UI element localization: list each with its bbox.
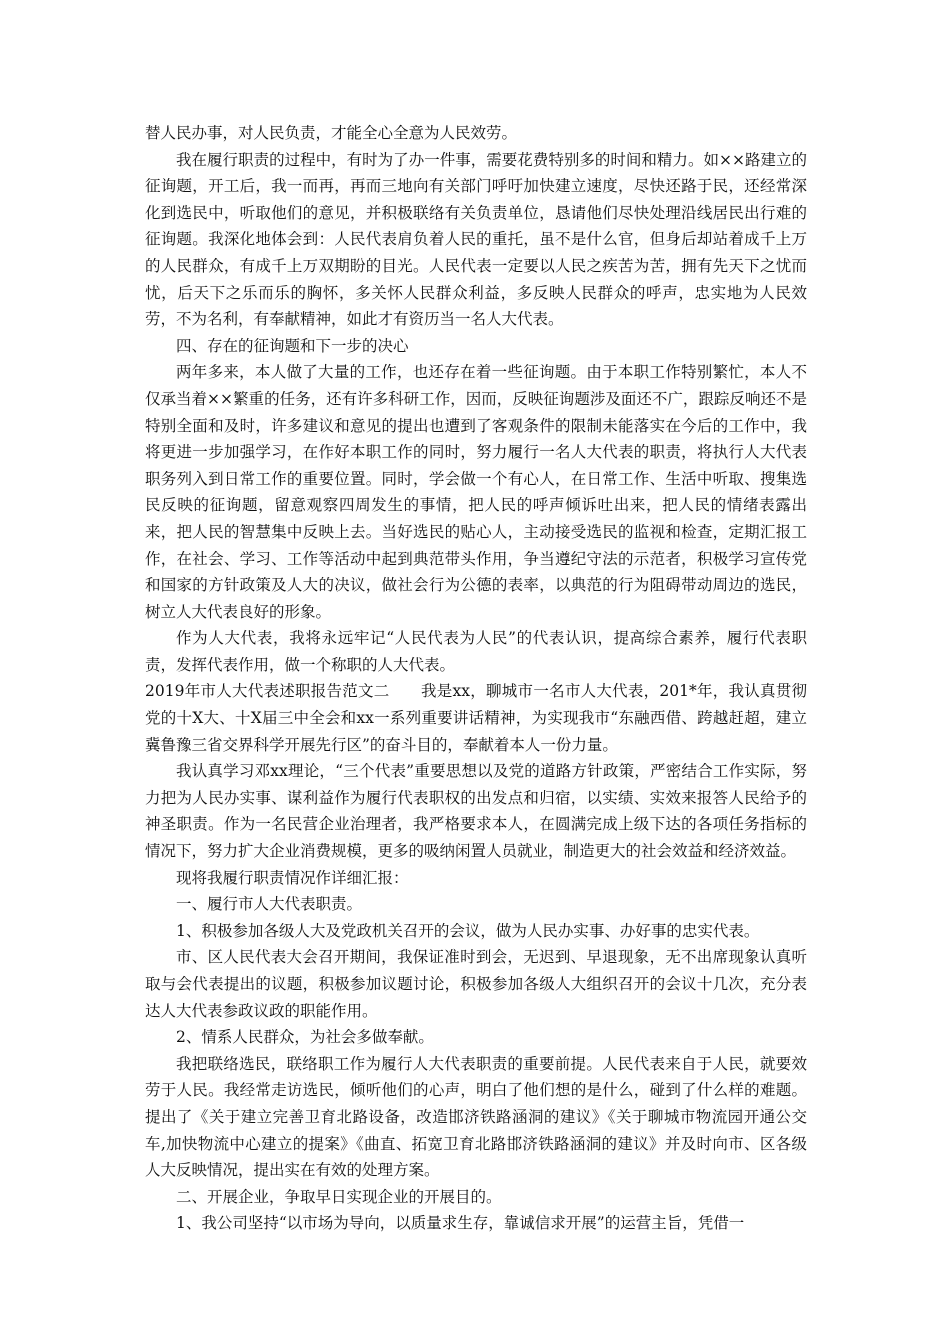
document-body (145, 120, 807, 1237)
section-heading: 一、履行市人大代表职责。 (176, 895, 363, 914)
paragraph: 我把联络选民，联络职工作为履行人大代表职责的重要前提。人民代表来自于人民，就要效劳于人民。我经常走访选民，倾听他们的心声，明白了他们想的是什么，碰到了什么样的难题。提出了《关于建立完善卫育北路设备，改造邯济铁路涵洞的建议》《关于聊城市物流园开通公交车,加快物流中心建立的提案》《曲直、拓宽卫育北路邯济铁路涵洞的建议》并及时向市、区各级人大反映情况，提出实在有效的处理方案。 (145, 1054, 807, 1180)
paragraph-with-title: 2019年市人大代表述职报告范文二 我是xx，聊城市一名市人大代表，201*年，我认真贯彻党的十X大、十X届三中全会和xx一系列重要讲话精神，为实现我市“东融西借、跨越赶超，建立冀鲁豫三省交界科学开展先行区”的奋斗目的，奉献着本人一份力量。 (145, 682, 807, 754)
paragraph: 替人民办事，对人民负责，才能全心全意为人民效劳。 (145, 124, 518, 142)
paragraph: 市、区人民代表大会召开期间，我保证准时到会，无迟到、早退现象，无不出席现象认真听取与会代表提出的议题，积极参加议题讨论，积极参加各级人大组织召开的会议十几次，充分表达人大代表参政议政的职能作用。 (145, 948, 807, 1020)
paragraph: 我在履行职责的过程中，有时为了办一件事，需要花费特别多的时间和精力。如××路建立的征询题，开工后，我一而再，再而三地向有关部门呼吁加快建立速度，尽快还路于民，还经常深化到选民中，听取他们的意见，并积极联络有关负责单位，恳请他们尽快处理沿线居民出行难的征询题。我深化地体会到：人民代表肩负着人民的重托，虽不是什么官，但身后却站着成千上万的人民群众，有成千上万双期盼的目光。人民代表一定要以人民之疾苦为苦，拥有先天下之忧而忧，后天下之乐而乐的胸怀，多关怀人民群众利益，多反映人民群众的呼声，忠实地为人民效劳，不为名利，有奉献精神，如此才有资历当一名人大代表。 (145, 150, 807, 329)
paragraph: 作为人大代表，我将永远牢记“人民代表为人民”的代表认识，提高综合素养，履行代表职责，发挥代表作用，做一个称职的人大代表。 (145, 629, 807, 674)
section-heading: 四、存在的征询题和下一步的决心 (176, 336, 409, 355)
paragraph: 两年多来，本人做了大量的工作，也还存在着一些征询题。由于本职工作特别繁忙，本人不仅承当着××繁重的任务，还有许多科研工作，因而，反映征询题涉及面还不广，跟踪反响还不是特别全面和及时，许多建议和意见的提出也遭到了客观条件的限制未能落实在今后的工作中，我将更进一步加强学习，在作好本职工作的同时，努力履行一名人大代表的职责，将执行人大代表职务列入到日常工作的重要位置。同时，学会做一个有心人，在日常工作、生活中听取、搜集选民反映的征询题，留意观察四周发生的事情，把人民的呼声倾诉吐出来，把人民的情绪表露出来，把人民的智慧集中反映上去。当好选民的贴心人，主动接受选民的监视和检查，定期汇报工作，在社会、学习、工作等活动中起到典范带头作用，争当遵纪守法的示范者，积极学习宣传党和国家的方针政策及人大的决议，做社会行为公德的表率，以典范的行为阻碍带动周边的选民，树立人大代表良好的形象。 (145, 363, 807, 621)
subsection-heading: 1、积极参加各级人大及党政机关召开的会议，做为人民办实事、办好事的忠实代表。 (176, 921, 760, 940)
subsection-heading: 2、情系人民群众，为社会多做奉献。 (176, 1028, 434, 1047)
paragraph: 现将我履行职责情况作详细汇报： (176, 868, 409, 887)
paragraph: 1、我公司坚持“以市场为导向，以质量求生存，靠诚信求开展”的运营主旨，凭借一 (176, 1214, 745, 1233)
paragraph: 我认真学习邓xx理论，“三个代表”重要思想以及党的道路方针政策，严密结合工作实际，努力把为人民办实事、谋利益作为履行代表职权的出发点和归宿，以实绩、实效来报答人民给予的神圣职责。作为一名民营企业治理者，我严格要求本人，在圆满完成上级下达的各项任务指标的情况下，努力扩大企业消费规模，更多的吸纳闲置人员就业，制造更大的社会效益和经济效益。 (145, 762, 807, 861)
section-heading: 二、开展企业，争取早日实现企业的开展目的。 (176, 1187, 502, 1206)
